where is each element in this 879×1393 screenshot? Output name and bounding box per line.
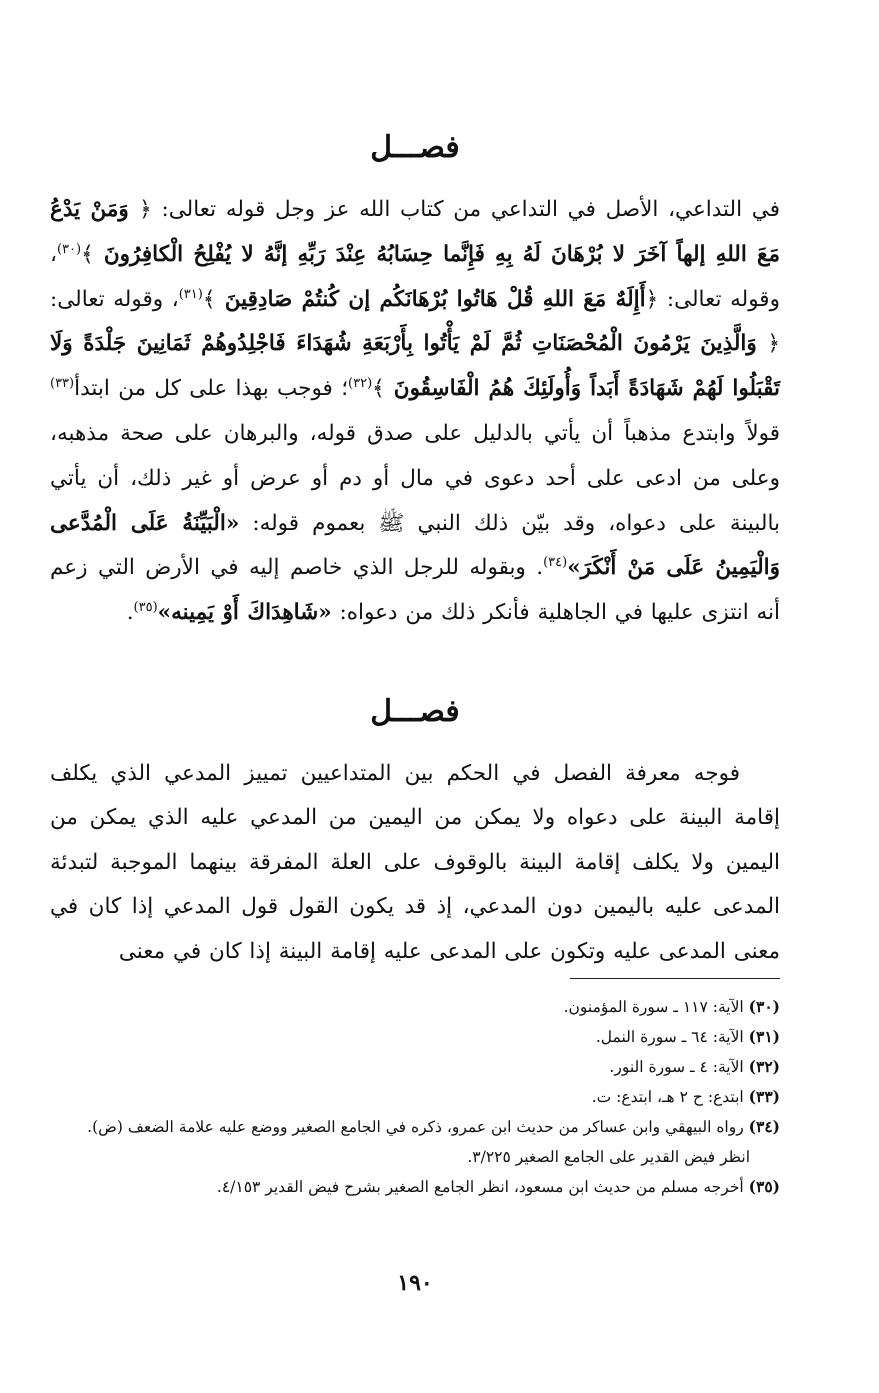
footnote-number: (٣٤) — [748, 1117, 780, 1136]
page-number: ١٩٠ — [397, 1270, 433, 1296]
ornate-bracket-close: ﴾ — [372, 376, 385, 402]
verse-text: وَالَّذِينَ يَرْمُونَ الْمُحْصَنَاتِ ثُمَّ لَمْ يَأْتُوا بِأَرْبَعَةِ شُهَدَاءَ فَاجْلِدُوهُمْ ثَمَانِينَ جَلْدَةً وَلَا تَقْبَلُوا لَهُمْ شَهَادَةً أَبَداً وَأُولَئِكَ هُمُ الْفَاسِقُونَ — [50, 331, 780, 402]
footnote — [50, 1112, 780, 1142]
footnote-ref[interactable]: (٣١) — [178, 286, 203, 302]
footnote-continuation — [50, 1142, 780, 1172]
footnote-ref[interactable]: (٣٤) — [543, 555, 568, 571]
quran-verse — [203, 287, 658, 312]
ornate-bracket-close: ﴾ — [81, 241, 94, 267]
hadith-text: «شَاهِدَاكَ أَوْ يَمِينه» — [157, 600, 332, 626]
footnote — [50, 1052, 780, 1082]
footnote-divider — [570, 978, 780, 979]
footnote-text: رواه البيهقي وابن عساكر من حديث ابن عمرو، ذكره في الجامع الصغير ووضع عليه علامة الضعف (ض). — [87, 1118, 744, 1136]
footnote-text: أخرجه مسلم من حديث ابن مسعود، انظر الجامع الصغير بشرح فيض القدير ٤/١٥٣. — [216, 1178, 744, 1196]
ornate-bracket-open: ﴿ — [139, 197, 152, 222]
ornate-bracket-open: ﴿ — [645, 286, 659, 312]
verse-text: أَإِلَهٌ مَعَ اللهِ قُلْ هَاتُوا بُرْهَانَكُم إن كُنتُمْ صَادِقِينَ — [224, 286, 646, 312]
footnote-ref[interactable]: (٣٠) — [56, 241, 82, 257]
body-paragraph: فوجه معرفة الفصل في الحكم بين المتداعيين تمييز المدعي الذي يكلف إقامة البينة على دعواه ولا يمكن من اليمين من المدعي عليه الذي يمكن من اليمين ولا يكلف إقامة البينة بالوقوف على العلة المفرقة بينهما الموجبة لتبدئة المدعى عليه باليمين دون المدعي، إذ قد يكون القول قول المدعي إذا كان في معنى المدعى عليه وتكون على المدعى عليه إقامة البينة إذا كان في معنى — [50, 761, 780, 964]
footnote-number: (٣١) — [748, 1027, 780, 1046]
paragraph-text: . وبقوله للرجل الذي خاصم إليه في الأرض التي زعم أنه انتزى عليها في الجاهلية فأنكر ذلك من دعواه: — [50, 555, 780, 626]
footnote-ref[interactable]: (٣٥) — [133, 600, 158, 616]
paragraph-text: . — [126, 600, 134, 626]
footnote-text: الآية: ٤ ـ سورة النور. — [609, 1058, 744, 1076]
footnote-ref[interactable]: (٣٣) — [50, 376, 75, 392]
paragraph-text: ، وقوله تعالى: — [50, 286, 179, 312]
footnote-number: (٣٥) — [748, 1177, 780, 1196]
footnote — [50, 1172, 780, 1202]
footnote-text: انظر فيض القدير على الجامع الصغير ٣/٢٢٥. — [467, 1148, 750, 1166]
verse-text: وَمَنْ يَدْعُ مَعَ اللهِ إلهاً آخَرَ لا بُرْهَانَ لَهُ بِهِ فَإِنَّما حِسَابُهُ عِنْدَ رَبِّهِ إنَّهُ لا يُفْلِحُ الْكافِرُونَ — [50, 197, 780, 267]
footnotes-list — [50, 992, 780, 1202]
footnote-text: الآية: ١١٧ ـ سورة المؤمنون. — [563, 998, 744, 1016]
footnote — [50, 992, 780, 1022]
hadith-text: «الْبَيِّنَةُ عَلَى الْمُدَّعى وَالْيَمِينُ عَلَى مَنْ أَنْكَرَ» — [50, 510, 781, 581]
paragraph-text: ، وقوله تعالى: — [50, 241, 780, 312]
footnote-ref[interactable]: (٣٢) — [348, 376, 373, 392]
footnote-number: (٣٢) — [748, 1057, 780, 1076]
footnote-text: ابتدع: ح ٢ هـ، ابتدع: ت. — [591, 1088, 744, 1106]
paragraph-text: في التداعي، الأصل في التداعي من كتاب الله عز وجل قوله تعالى: — [161, 197, 780, 222]
book-page — [50, 0, 780, 1393]
section-title: فصـــل — [370, 130, 460, 165]
footnote-number: (٣٠) — [748, 997, 780, 1016]
body-paragraph — [50, 188, 780, 636]
footnote — [50, 1022, 780, 1052]
footnote-text: الآية: ٦٤ ـ سورة النمل. — [595, 1028, 744, 1046]
ornate-bracket-close: ﴾ — [202, 286, 216, 312]
footnote — [50, 1082, 780, 1112]
ornate-bracket-open: ﴿ — [767, 331, 780, 357]
section-title: فصـــل — [370, 694, 460, 729]
footnote-number: (٣٣) — [748, 1087, 780, 1106]
paragraph-text: ؛ فوجب بهذا على كل من ابتدأ — [74, 376, 349, 402]
paragraph-text: قولاً وابتدع مذهباً أن يأتي بالدليل على صدق قوله، والبرهان على صحة مذهبه، وعلى من ادعى على أحد دعوى في مال أو دم أو عرض أو غير ذلك، أن يأتي بالبينة على دعواه، وقد بيّن ذلك النبي ﷺ بعموم قوله: — [50, 420, 780, 536]
